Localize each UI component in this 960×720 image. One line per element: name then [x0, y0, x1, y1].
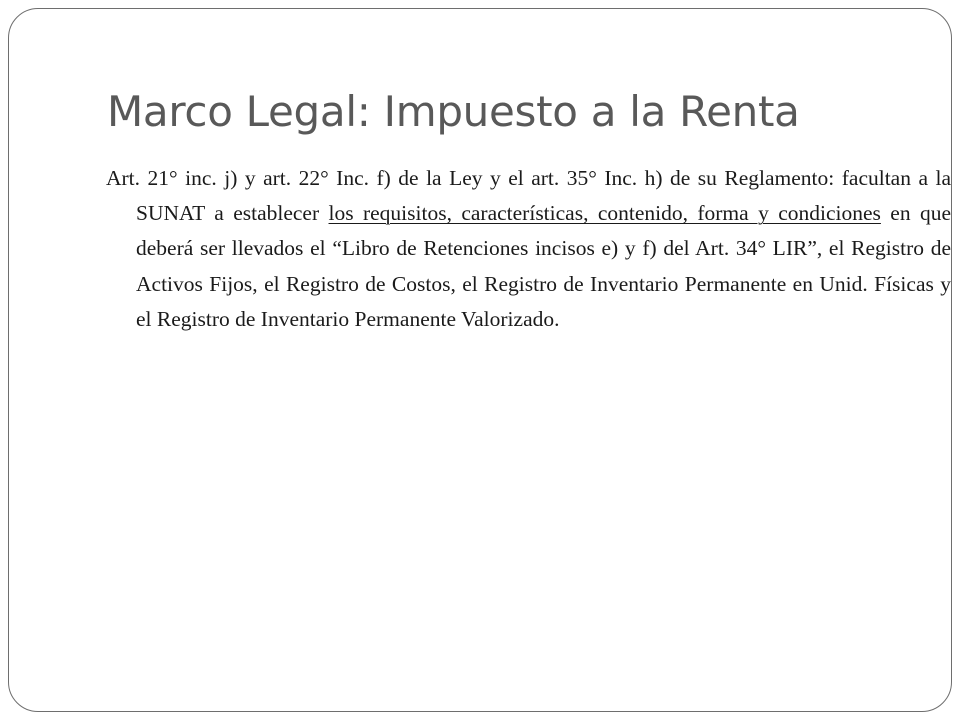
paragraph-text-end: en que deberá ser llevados el “Libro de Retenciones incisos e) y f) del Art. 34° LIR”, el Registro de Activos Fijos, el Registro de Costos, el Registro de Inventario Permanente en Unid. Físicas y el Registro de Inventario Permanente Valorizado.: [136, 201, 951, 331]
slide-title: Marco Legal: Impuesto a la Renta: [107, 87, 800, 136]
paragraph-text-start: Art. 21° inc. j) y art. 22° Inc. f) de la Ley y el art. 35° Inc. h) de su Reglamento: facultan a la SUNAT a establecer: [106, 166, 951, 226]
legal-paragraph: [106, 161, 951, 337]
slide: [8, 8, 952, 712]
paragraph-underlined-text: los requisitos, características, contenido, forma y condiciones: [328, 201, 881, 226]
